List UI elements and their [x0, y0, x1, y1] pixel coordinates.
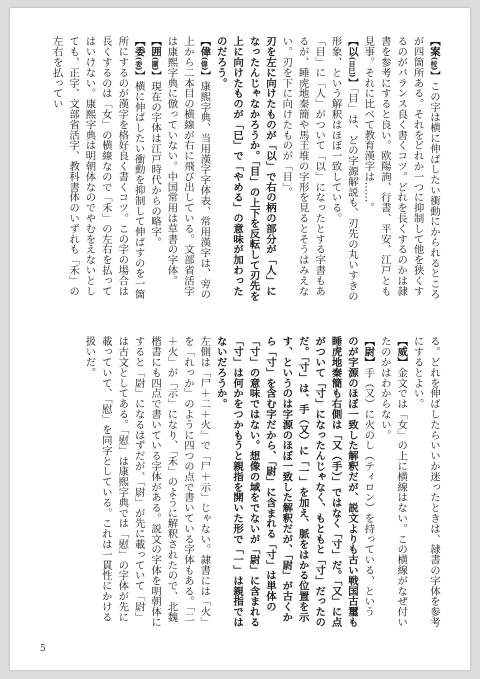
- entry-heading: 【以: [345, 36, 358, 57]
- paragraph-text: 】この字は横に伸ばしたい衝動にかられるところが四箇所ある。それをどれか一つに抑制して他を狭くするのがバランス良く書くコツ。どれを長くするのかは隷書を参考にすると良い。欧陽詢、行書、平安、江戸とも見事。それに比べて教育漢字は……。: [362, 36, 440, 300]
- top-text-column: [40, 36, 442, 306]
- bottom-text-column: [40, 336, 442, 632]
- paragraph-text: 】現在の字体は江戸時代からの略字。: [149, 70, 162, 248]
- paragraph: [212, 36, 278, 306]
- entry-heading: 【案: [428, 36, 440, 57]
- paragraph-text: のが字源のほぼ一致した解釈だが、説文よりも古い戦国古璽も睡虎地秦簡も右側は「又（手）」ではなく「寸」だ。「又」に点がついて「寸」になったんじゃなく、もともと「寸」だったのだ。「寸」は、手（又）に「一」を加え、脈をはかる位置を示す、というのは字源のほぼ一致した解釈だが、「尉」が古くから「寸」を含む字だから、「尉」に含まれる「寸」は単体の「寸」の意味ではない。想像の域をでないが「尉」に含まれる「寸」は何かをつかもうと親指を開いた形で「一」は親指ではないだろうか。: [214, 336, 358, 628]
- paragraph-text: 手（又）に火のし（ティロン）を持っている、という: [362, 367, 375, 617]
- paragraph: [81, 336, 212, 632]
- paragraph-text: 左側は「尸＋二＋火」で「尸＋示」じゃない。隷書には「火」を「れっか」のように四つの点で書いている字体もある。「二＋火」が「示」になり、「禾」のように解釈されたので、北魏楷書にも四点で書いている字体がある。説文の字体を明朝体にすると「㷉」になるはずだが、「尉」が先に載っていて「㷉」は古文としてある。「慰」は康熙字典では「慰」の字体が先に載っていて、「慰」を同字としている。これは一貫性にかける扱いだ。: [83, 336, 211, 628]
- paragraph: [327, 36, 360, 306]
- paragraph-text: 】「目」は、どの字源解説も、刃先の丸いすきの形象、という解釈はほぼ一致している。: [329, 36, 358, 302]
- entry-heading: 【威】: [395, 336, 408, 368]
- paragraph-text: 「目」に「人」がついて「以」になったとする字書もあるが、睡虎地秦簡や馬王堆の字形を見るとそうはみえない。刃を下に向けたものが「目」。: [280, 36, 326, 296]
- entry-variant: (圍): [151, 56, 161, 71]
- entry-heading: 【委: [132, 36, 145, 57]
- paragraph-text: 金文では「女」の上に横線はない。この横線がなぜ付いたのかはわからない。: [378, 336, 408, 628]
- paragraph-text: 刃を左に向けたものが「以」で右の柄の部分が「人」になったんじゃなかろうか。「目」の上下を反転して刃先を上に向けたものが「已」で「やめる」の意味が加わったのだろう。: [214, 36, 276, 302]
- paragraph-text: 】康熙字典、当用漢字字体表、常用漢字は、旁の上から二本目の横線が右に飛び出している。文部省活字は康熙字典に倣っていない。中国常用は草書の字体。: [165, 36, 211, 300]
- page-number: 5: [40, 644, 46, 654]
- paragraph-text: 】横に伸ばしたい衝動を抑制して伸ばすのを一箇所にするのが漢字を格好良く書くコツ。この字の場合は長くするのは「女」の横線なので「禾」の左右を払ってはいけない。康熙字典は明朝体なのでやむをえないとしても、正字、文部省活字、教科書体のいずれも「禾」の左右を払ってい: [50, 36, 145, 300]
- document-page: [10, 8, 470, 670]
- paragraph: [212, 336, 360, 632]
- paragraph-text: る。どれを伸ばしたらいいか迷ったときは、隷書の字体を参考にするとよい。: [411, 336, 440, 628]
- entry-heading: 【偉: [198, 36, 211, 57]
- entry-variant: (目巳): [347, 56, 357, 78]
- paragraph: [376, 336, 409, 632]
- paragraph: [360, 36, 442, 306]
- entry-variant: (偉): [200, 56, 210, 71]
- paragraph: [48, 36, 146, 306]
- entry-variant: (桉): [430, 56, 439, 71]
- paragraph: [278, 36, 327, 306]
- entry-heading: 【尉】: [362, 336, 375, 368]
- paragraph: [147, 36, 163, 306]
- paragraph: [409, 336, 442, 632]
- entry-variant: (委): [134, 56, 144, 71]
- paragraph: [163, 36, 212, 306]
- paragraph: [360, 336, 376, 632]
- entry-heading: 【囲: [149, 36, 162, 57]
